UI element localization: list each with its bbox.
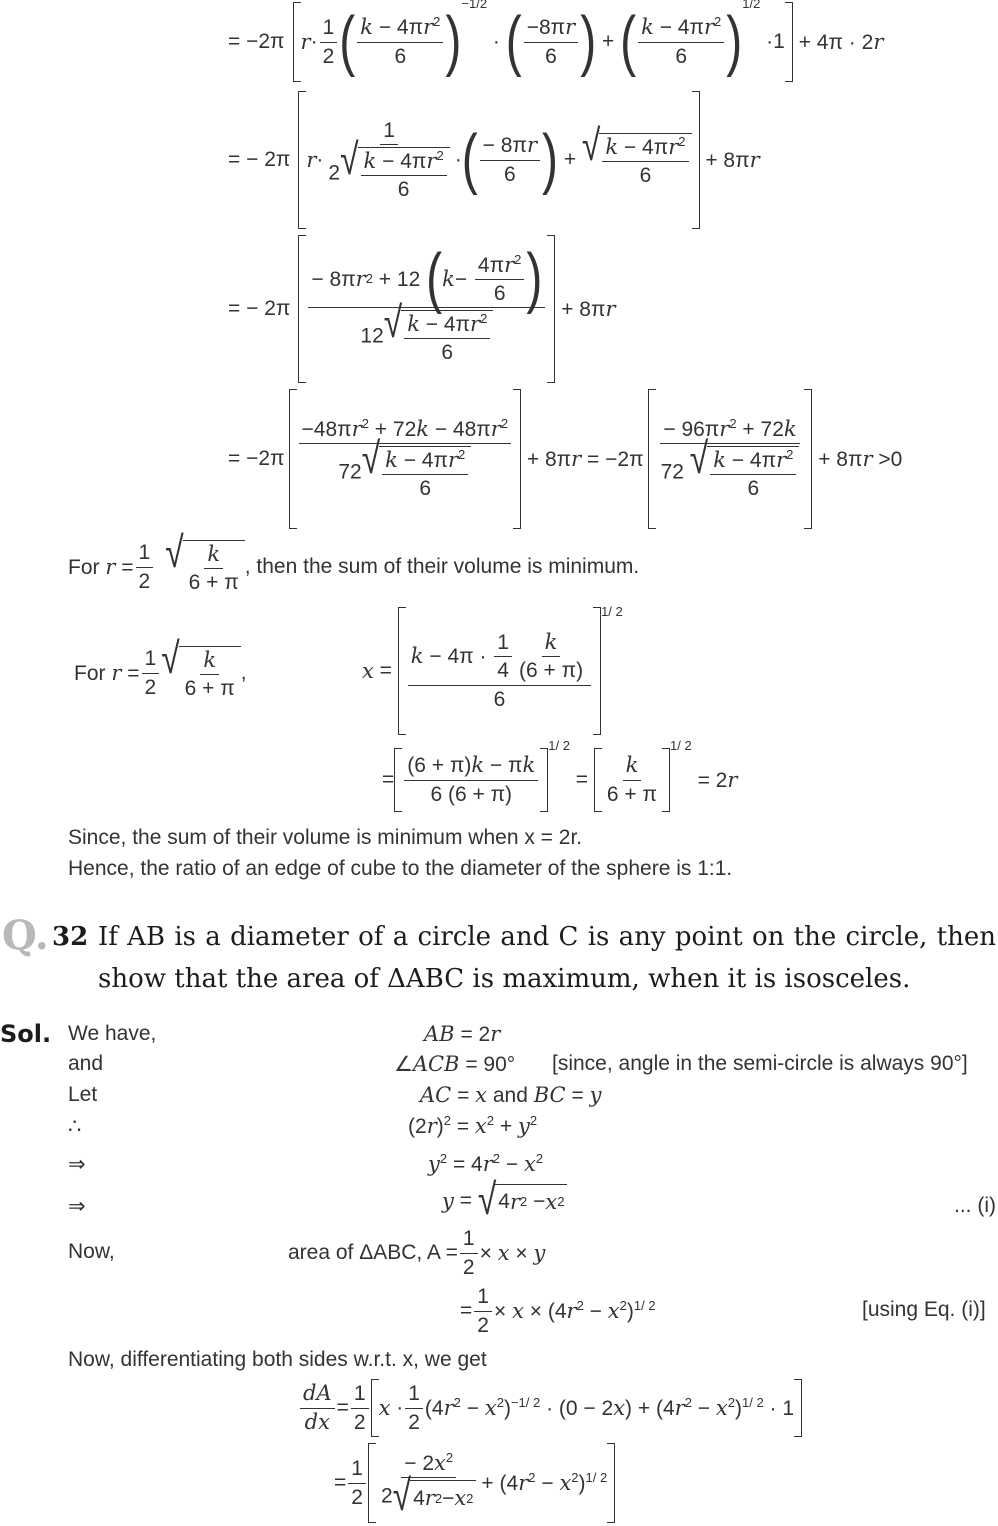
question-mark-icon: Q. [2,912,49,959]
solution-label: Sol. [0,1020,52,1048]
sol-left-5: ⇒ [68,1195,86,1218]
x-equation-1: x = k − 4π · $\frac{1}{4}$ $\frac{k}{(6 + \pi)}$ 6 1/ 2 [362,606,623,736]
for-r-block: For r = $\frac{1}{2}$ √ $\frac{k}{6 + \pi}$ , [74,635,247,700]
sol-note-5: ... (i) [954,1194,996,1217]
question-line-1 [98,922,996,952]
derivation-line-1: = −2π r · $\frac{1}{2}$ ( $\frac{k - 4\pi r^2}{6}$ ) −1/2 · ( $\frac{-8\pi r}{6}$ ) + ( $\frac{k - 4\pi r^2}{6}$ ) 1/2 ·1 + 4π · 2r [228,0,883,84]
sol-eq-0: AB = 2r [424,1022,501,1046]
derivative-line-1: $\frac{dA}{dx}$ = $\frac{1}{2}$ x · $\frac{1}{2}$ $(4r^2 - x^2)^{-1/ 2} \cdot (0 - 2x) + (4r^2 - x^2)^{1/ 2} \cdot 1$ [298,1378,802,1438]
x-equation-2: = $\frac{(6 + \pi)k - \pi k}{6 (6 + \pi)}$ 1/ 2 = $\frac{k}{6 + \pi}$ 1/ 2 = 2r [382,742,737,818]
derivative-line-2: = $\frac{1}{2}$ − $2x^2$ 2 √ 4 r 2 − x 2 + $(4r^2 - x^2)^{1/ 2}$ [334,1442,615,1524]
sol-left-2: Let [68,1083,98,1106]
using-eq-note: [using Eq. (i)] [862,1298,986,1321]
sol-eq-5: y = √ 4 r 2 − x 2 [442,1184,567,1218]
since-statement: Since, the sum of their volume is minimum when x = 2r. [68,826,583,849]
sol-eq-4: $y^2 = 4r^2 - x^2$ [428,1151,544,1176]
min-statement-text: , then the sum of their volume is minimum. [244,555,640,578]
hence-statement: Hence, the ratio of an edge of cube to the diameter of the sphere is 1:1. [68,857,733,880]
sol-note-1: [since, angle in the semi-circle is always 90°] [552,1052,968,1075]
question-line-1-text: If AB is a diameter of a circle and C is any point on the circle, then [98,922,996,952]
sol-eq-2: AC = x and BC = y [420,1083,602,1107]
derivation-line-4: = −2π $-48\pi r^2 + 72k - 48\pi r^2$ 72 √ $\frac{k - 4\pi r^2}{6}$ + 8πr = −2π − $96\pi r^2 + 72k$ 72 √ $\frac{k - 4\pi r^2}{6}$ + 8πr >0 [228,388,902,530]
diff-statement: Now, differentiating both sides w.r.t. x, we get [68,1348,487,1371]
derivation-line-3: = − 2π − 8π r 2 + 12 ( k − $\frac{4\pi r^2}{6}$ ) 12 √ $\frac{k - 4\pi r^2}{6}$ + 8πr [228,234,616,384]
question-line-2: show that the area of ΔABC is maximum, when it is isosceles. [98,964,911,994]
sol-left-3: ∴ [68,1115,82,1138]
area-equation: area of ΔABC, A = $\frac{1}{2}$ × x × y [288,1227,546,1279]
sol-left-4: ⇒ [68,1153,86,1176]
minimum-condition: For r = $\frac{1}{2}$ √ $\frac{k}{6 + \pi}$ , then the sum of their volume is minimum. [68,529,640,594]
sol-eq-1: ∠ACB = 90° [394,1052,516,1076]
sol-left-0: We have, [68,1022,157,1045]
sol-eq-3: $(2r)^2 = x^2 + y^2$ [408,1113,538,1138]
area-label: area of ΔABC, A = [288,1241,458,1264]
area-equation-2: = $\frac{1}{2}$ × $x \times (4r^2 - x^2)^{1/ 2}$ [460,1285,656,1337]
now-label: Now, [68,1240,115,1263]
derivation-line-2: = − 2π r · 1 2 √ $\frac{k - 4\pi r^2}{6}$ · ( $\frac{- 8\pi r}{6}$ ) + √ $\frac{k - 4\pi r^2}{6}$ + 8πr [228,90,760,230]
question-number: 32 [52,922,89,952]
sol-left-1: and [68,1052,104,1075]
